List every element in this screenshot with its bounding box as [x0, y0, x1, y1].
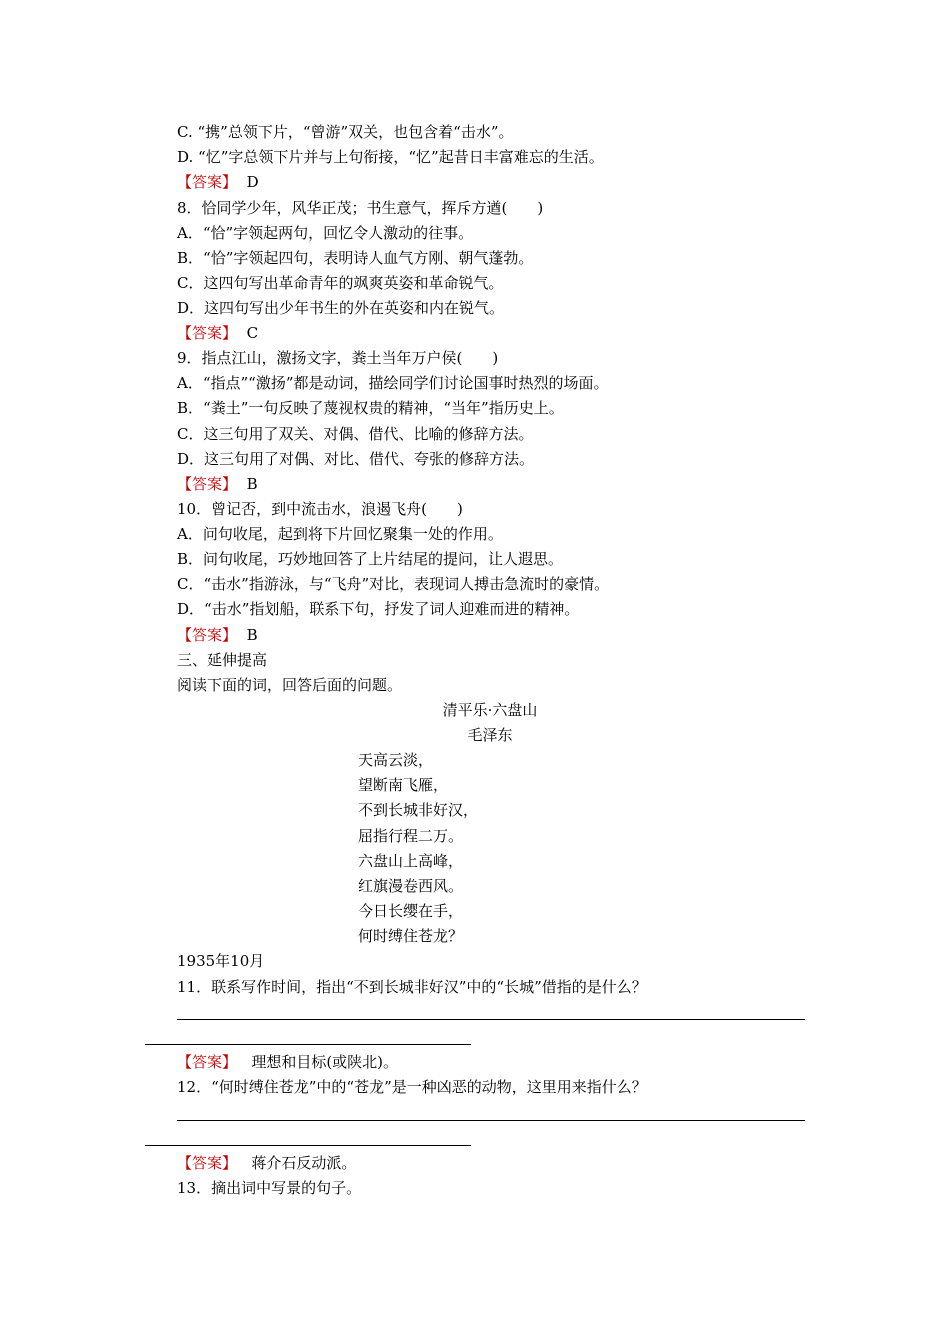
q11-stem: 11．联系写作时间，指出“不到长城非好汉”中的“长城”借指的是什么？	[177, 978, 647, 996]
q10-option-a: A．问句收尾，起到将下片回忆聚集一处的作用。	[177, 525, 503, 543]
q8-option-c: C．这四句写出革命青年的飒爽英姿和革命锐气。	[177, 274, 504, 292]
poem-line: 六盘山上高峰，	[358, 852, 464, 870]
answer-blank-line	[177, 1019, 805, 1020]
q8-option-d: D．这四句写出少年书生的外在英姿和内在锐气。	[177, 299, 505, 317]
q10-option-b: B．问句收尾，巧妙地回答了上片结尾的提问，让人遐思。	[177, 550, 564, 568]
q10-answer: B	[246, 626, 258, 644]
answer-label: 【答案】	[177, 626, 238, 644]
poem-title: 清平乐·六盘山	[442, 701, 538, 719]
q9-answer-row	[177, 474, 258, 494]
q8-answer: C	[246, 324, 259, 342]
poem-author: 毛泽东	[467, 726, 513, 744]
section-intro: 阅读下面的词，回答后面的问题。	[177, 676, 403, 694]
answer-label: 【答案】	[177, 1154, 238, 1172]
answer-label: 【答案】	[177, 475, 238, 493]
q9-option-a: A．“指点”“激扬”都是动词，描绘同学们讨论国事时热烈的场面。	[177, 374, 609, 392]
q7-option-d: D. “忆”字总领下片并与上句衔接，“忆”起昔日丰富难忘的生活。	[177, 148, 604, 166]
q10-option-d: D．“击水”指划船，联系下句，抒发了词人迎难而进的精神。	[177, 600, 580, 618]
answer-label: 【答案】	[177, 1053, 238, 1071]
q9-answer: B	[246, 475, 258, 493]
q11-answer-row	[177, 1052, 398, 1072]
q8-option-b: B．“恰”字领起四句，表明诗人血气方刚、朝气蓬勃。	[177, 249, 534, 267]
q12-answer: 蒋介石反动派。	[251, 1154, 357, 1172]
q7-answer-row	[177, 172, 259, 192]
q7-option-c: C. “携”总领下片，“曾游”双关，也包含着“击水”。	[177, 123, 514, 141]
poem-line: 何时缚住苍龙？	[358, 927, 464, 945]
answer-label: 【答案】	[177, 324, 238, 342]
q9-stem: 9．指点江山，激扬文字，粪土当年万户侯( )	[177, 349, 499, 367]
q10-option-c: C．“击水”指游泳，与“飞舟”对比，表现词人搏击急流时的豪情。	[177, 575, 610, 593]
poem-line: 今日长缨在手，	[358, 902, 464, 920]
q9-option-b: B．“粪土”一句反映了蔑视权贵的精神，“当年”指历史上。	[177, 399, 564, 417]
q8-answer-row	[177, 323, 258, 343]
answer-label: 【答案】	[177, 173, 238, 191]
q10-stem: 10．曾记否，到中流击水，浪遏飞舟( )	[177, 500, 463, 518]
poem-date: 1935年10月	[177, 952, 265, 970]
q9-option-d: D．这三句用了对偶、对比、借代、夸张的修辞方法。	[177, 450, 535, 468]
q8-stem: 8．恰同学少年，风华正茂；书生意气，挥斥方遒( )	[177, 199, 544, 217]
poem-line: 红旗漫卷西风。	[358, 877, 464, 895]
q13-stem: 13．摘出词中写景的句子。	[177, 1179, 362, 1197]
q9-option-c: C．这三句用了双关、对偶、借代、比喻的修辞方法。	[177, 425, 534, 443]
answer-blank-line	[177, 1120, 805, 1121]
q11-answer: 理想和目标(或陕北)。	[251, 1053, 399, 1071]
section-heading: 三、延伸提高	[177, 651, 268, 669]
q8-option-a: A．“恰”字领起两句，回忆令人激动的往事。	[177, 224, 474, 242]
q12-stem: 12．“何时缚住苍龙”中的“苍龙”是一种凶恶的动物，这里用来指什么？	[177, 1078, 647, 1096]
poem-line: 望断南飞雁，	[358, 776, 449, 794]
answer-blank-line	[145, 1145, 471, 1146]
poem-line: 天高云淡，	[358, 751, 434, 769]
poem-line: 屈指行程二万。	[358, 827, 464, 845]
poem-line: 不到长城非好汉，	[358, 801, 479, 819]
answer-blank-line	[145, 1044, 471, 1045]
q12-answer-row	[177, 1153, 356, 1173]
q7-answer: D	[246, 173, 259, 191]
q10-answer-row	[177, 625, 258, 645]
